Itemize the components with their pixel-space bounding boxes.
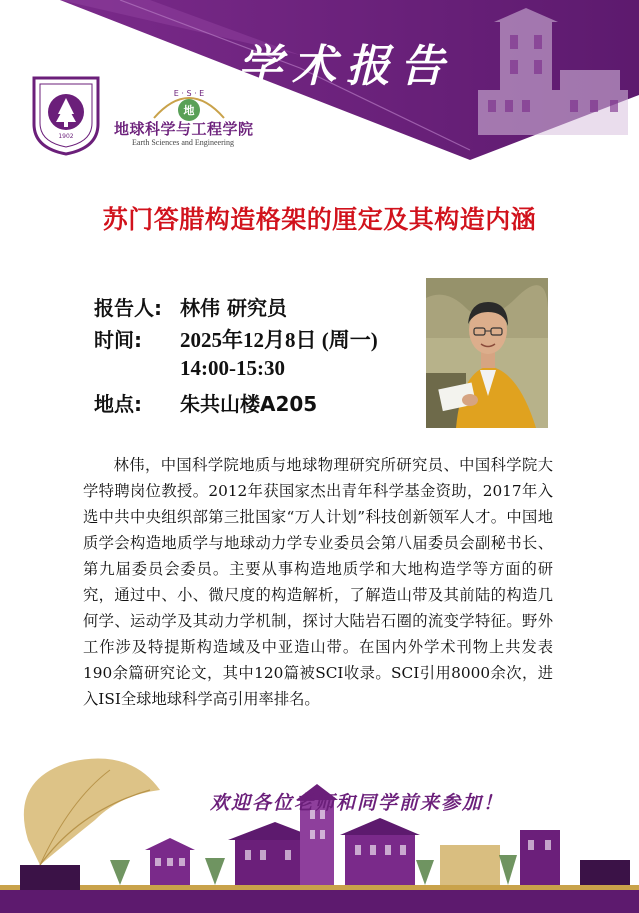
speaker-row xyxy=(94,292,424,324)
school-subname: Earth Sciences and Engineering xyxy=(132,138,234,147)
speaker-label: 报告人: xyxy=(94,296,162,320)
svg-text:E · S · E: E · S · E xyxy=(173,89,205,98)
time-range-row xyxy=(94,356,424,388)
talk-title: 苏门答腊构造格架的厘定及其构造内涵 xyxy=(102,205,537,234)
nju-emblem-icon xyxy=(30,74,102,156)
speaker-value: 林伟 研究员 xyxy=(180,296,287,320)
header-title: 学术报告 xyxy=(238,41,454,92)
time-range: 14:00-15:30 xyxy=(180,356,285,380)
talk-info xyxy=(94,292,424,420)
welcome-message: 欢迎各位老师和同学前来参加！ xyxy=(210,792,505,814)
speaker-bio: 林伟，中国科学院地质与地球物理研究所研究员、中国科学院大学特聘岗位教授。2012年获国家杰出青年科学基金资助，2017年入选中共中央组织部第三批国家“万人计划”科技创新领军人才。中国地质学会构造地质学与地球动力学专业委员会第八届委员会副秘书长、第九届委员会委员。主要从事构造地质学和大地构造学等方面的研究，通过中、小、微尺度的构造解析，了解造山带及其前陆的构造几何学、运动学及其动力学机制，探讨大陆岩石圈的流变学特征。野外工作涉及特提斯构造域及中亚造山带。在国内外学术刊物上共发表190余篇研究论文，其中120篇被SCI收录。SCI引用8000余次，进入ISI全球地球科学高引用率排名。 xyxy=(83,456,553,708)
school-name: 地球科学与工程学院 xyxy=(114,120,254,138)
speaker-photo xyxy=(426,278,548,428)
place-value: 朱共山楼A205 xyxy=(180,392,318,416)
footer-decoration xyxy=(0,740,639,913)
svg-text:1902: 1902 xyxy=(58,133,74,140)
svg-text:地: 地 xyxy=(183,104,195,117)
time-label: 时间: xyxy=(94,328,142,352)
time-row xyxy=(94,324,424,356)
time-value: 2025年12月8日 (周一) xyxy=(180,328,378,352)
place-label: 地点: xyxy=(94,392,142,416)
place-row xyxy=(94,388,424,420)
